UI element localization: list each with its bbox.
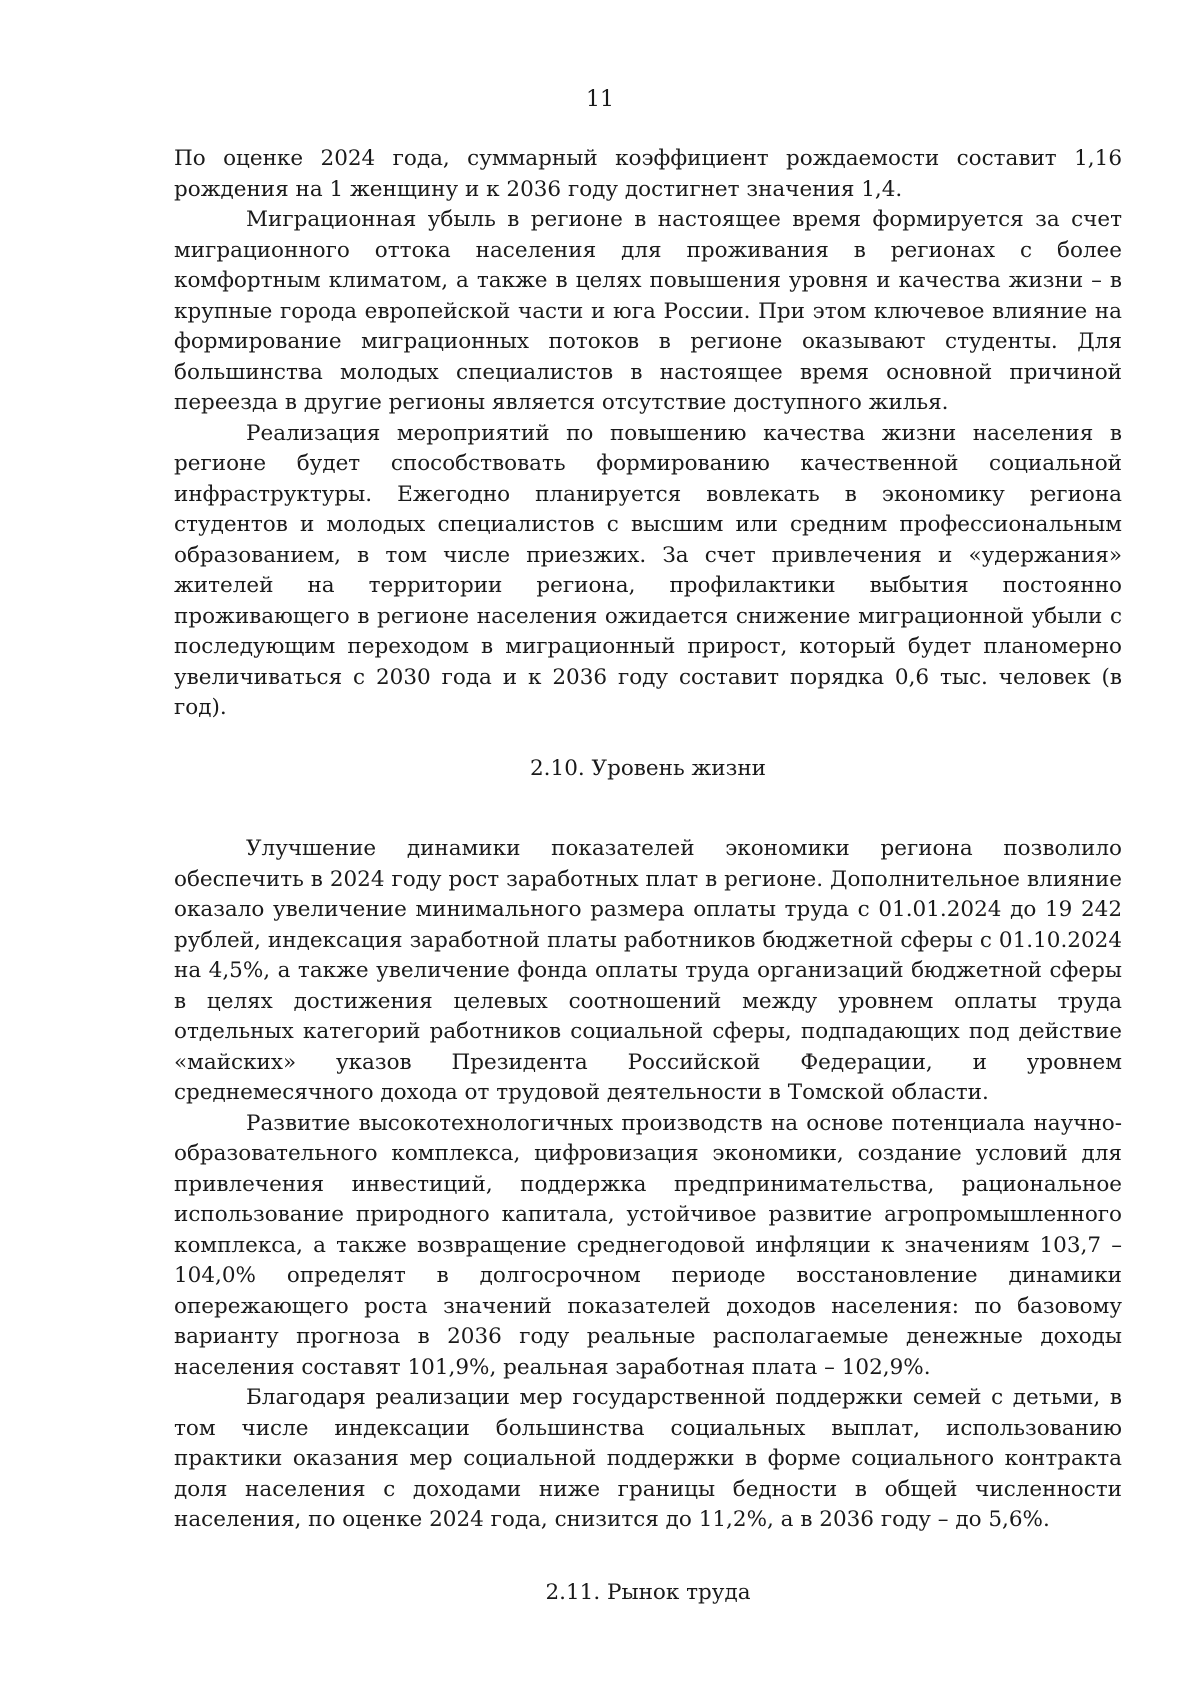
paragraph-wage-growth: Улучшение динамики показателей экономики региона позволило обеспечить в 2024 году рост заработных плат в регионе. Дополнительное влияние оказало увеличение минимального размера оплаты труда с 01.01.2024 до 19 242 рублей, индексация заработной платы работников бюджетной сферы с 01.10.2024 на 4,5%, а также увеличение фонда оплаты труда организаций бюджетной сферы в целях достижения целевых соотношений между уровнем оплаты труда отдельных категорий работников социальной сферы, подпадающих под действие «майских» указов Президента Российской Федерации, и уровнем среднемесячного дохода от трудовой деятельности в Томской области.: [174, 836, 1122, 1105]
paragraph-income-dynamics: Развитие высокотехнологичных производств на основе потенциала научно-образовательного комплекса, цифровизация экономики, создание условий для привлечения инвестиций, поддержка предпринимательства, рациональное использование природного капитала, устойчивое развитие агропромышленного комплекса, а также возвращение среднегодовой инфляции к значениям 103,7 – 104,0% определят в долгосрочном периоде восстановление динамики опережающего роста значений показателей доходов населения: по базовому варианту прогноза в 2036 году реальные располагаемые денежные доходы населения составят 101,9%, реальная заработная плата – 102,9%.: [174, 1110, 1122, 1380]
page-content: [174, 144, 1122, 1608]
section-heading-living-standard: 2.10. Уровень жизни: [530, 755, 766, 781]
paragraph-migration-loss: Миграционная убыль в регионе в настоящее время формируется за счет миграционного оттока населения для проживания в регионах с более комфортным климатом, а также в целях повышения уровня и качества жизни – в крупные города европейской части и юга России. При этом ключевое влияние на формирование миграционных потоков в регионе оказывают студенты. Для большинства молодых специалистов в настоящее время основной причиной переезда в другие регионы является отсутствие доступного жилья.: [174, 207, 1122, 415]
paragraph-poverty-level: Благодаря реализации мер государственной поддержки семей с детьми, в том числе индексации большинства социальных выплат, использованию практики оказания мер социальной поддержки в форме социального контракта доля населения с доходами ниже границы бедности в общей численности населения, по оценке 2024 года, снизится до 11,2%, а в 2036 году – до 5,6%.: [174, 1385, 1122, 1532]
paragraph-quality-of-life: Реализация мероприятий по повышению качества жизни населения в регионе будет способствовать формированию качественной социальной инфраструктуры. Ежегодно планируется вовлекать в экономику региона студентов и молодых специалистов с высшим или средним профессиональным образованием, в том числе приезжих. За счет привлечения и «удержания» жителей на территории региона, профилактики выбытия постоянно проживающего в регионе населения ожидается снижение миграционной убыли с последующим переходом в миграционный прирост, который будет планомерно увеличиваться с 2030 года и к 2036 году составит порядка 0,6 тыс. человек (в год).: [174, 420, 1122, 720]
section-heading-labor-market: 2.11. Рынок труда: [545, 1579, 751, 1605]
paragraph-birth-rate: По оценке 2024 года, суммарный коэффициент рождаемости составит 1,16 рождения на 1 женщину и к 2036 году достигнет значения 1,4.: [174, 146, 1122, 202]
page-number: 11: [586, 87, 614, 112]
